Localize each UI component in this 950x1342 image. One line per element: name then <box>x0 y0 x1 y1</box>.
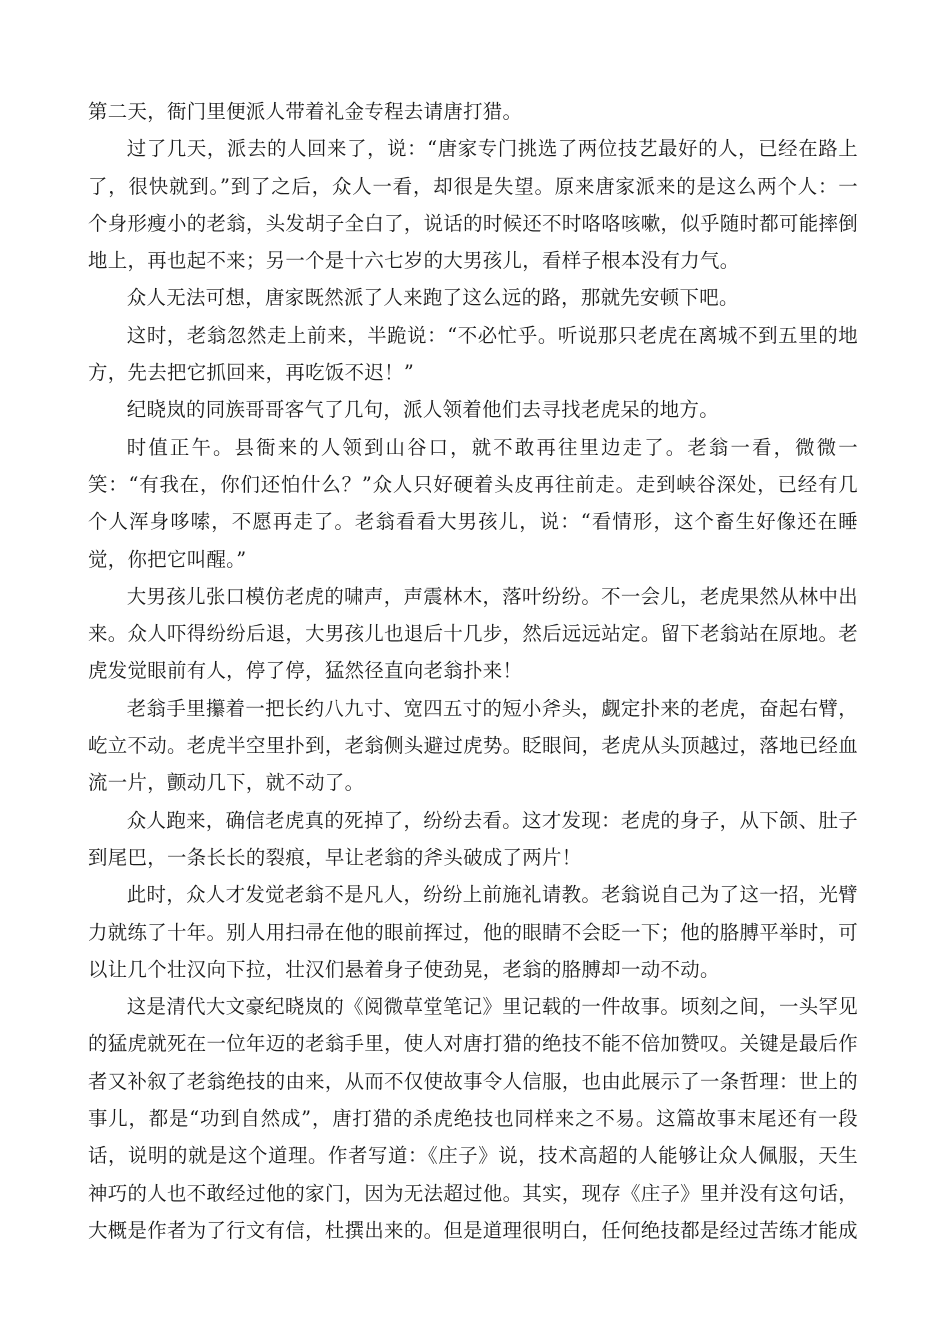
paragraph: 第二天，衙门里便派人带着礼金专程去请唐打猎。 <box>88 100 523 123</box>
paragraph: 过了几天，派去的人回来了，说：“唐家专门挑选了两位技艺最好的人，已经在路上了，很快就到。”到了之后，众人一看，却很是失望。原来唐家派来的是这么两个人：一个身形瘦小的老翁，头发胡子全白了，说话的时候还不时咯咯咳嗽，似乎随时都可能摔倒地上，再也起不来；另一个是十六七岁的大男孩儿，看样子根本没有力气。 <box>88 137 858 273</box>
paragraph: 这时，老翁忽然走上前来，半跪说：“不必忙乎。听说那只老虎在离城不到五里的地方，先去把它抓回来，再吃饭不迟！” <box>88 323 858 385</box>
paragraph: 老翁手里攥着一把长约八九寸、宽四五寸的短小斧头，觑定扑来的老虎，奋起右臂，屹立不动。老虎半空里扑到，老翁侧头避过虎势。眨眼间，老虎从头顶越过，落地已经血流一片，颤动几下，就不动了。 <box>88 696 858 795</box>
document-page <box>88 93 858 1249</box>
paragraph: 这是清代大文豪纪晓岚的《阅微草堂笔记》里记载的一件故事。顷刻之间，一头罕见的猛虎就死在一位年迈的老翁手里，使人对唐打猎的绝技不能不倍加赞叹。关键是最后作者又补叙了老翁绝技的由来，从而不仅使故事令人信服，也由此展示了一条哲理：世上的事儿，都是“功到自然成”，唐打猎的杀虎绝技也同样来之不易。这篇故事末尾还有一段话，说明的就是这个道理。作者写道：《庄子》说，技术高超的人能够让众人佩服，天生神巧的人也不敢经过他的家门，因为无法超过他。其实，现存《庄子》里并没有这句话，大概是作者为了行文有信，杜撰出来的。但是道理很明白，任何绝技都是经过苦练才能成 <box>88 995 858 1242</box>
paragraph: 大男孩儿张口模仿老虎的啸声，声震林木，落叶纷纷。不一会儿，老虎果然从林中出来。众人吓得纷纷后退，大男孩儿也退后十几步，然后远远站定。留下老翁站在原地。老虎发觉眼前有人，停了停，猛然径直向老翁扑来！ <box>88 584 858 683</box>
paragraph: 众人跑来，确信老虎真的死掉了，纷纷去看。这才发现：老虎的身子，从下颌、肚子到尾巴，一条长长的裂痕，早让老翁的斧头破成了两片！ <box>88 808 858 869</box>
paragraph: 纪晓岚的同族哥哥客气了几句，派人领着他们去寻找老虎呆的地方。 <box>126 398 720 422</box>
paragraph: 众人无法可想，唐家既然派了人来跑了这么远的路，那就先安顿下吧。 <box>126 286 739 310</box>
paragraph: 时值正午。县衙来的人领到山谷口，就不敢再往里边走了。老翁一看，微微一笑：“有我在，你们还怕什么？”众人只好硬着头皮再往前走。走到峡谷深处，已经有几个人浑身哆嗦，不愿再走了。老翁看看大男孩儿，说：“看情形，这个畜生好像还在睡觉，你把它叫醒。” <box>88 435 858 571</box>
paragraph: 此时，众人才发觉老翁不是凡人，纷纷上前施礼请教。老翁说自己为了这一招，光臂力就练了十年。别人用扫帚在他的眼前挥过，他的眼睛不会眨一下；他的胳膊平举时，可以让几个壮汉向下拉，壮汉们悬着身子使劲晃，老翁的胳膊却一动不动。 <box>88 883 858 981</box>
